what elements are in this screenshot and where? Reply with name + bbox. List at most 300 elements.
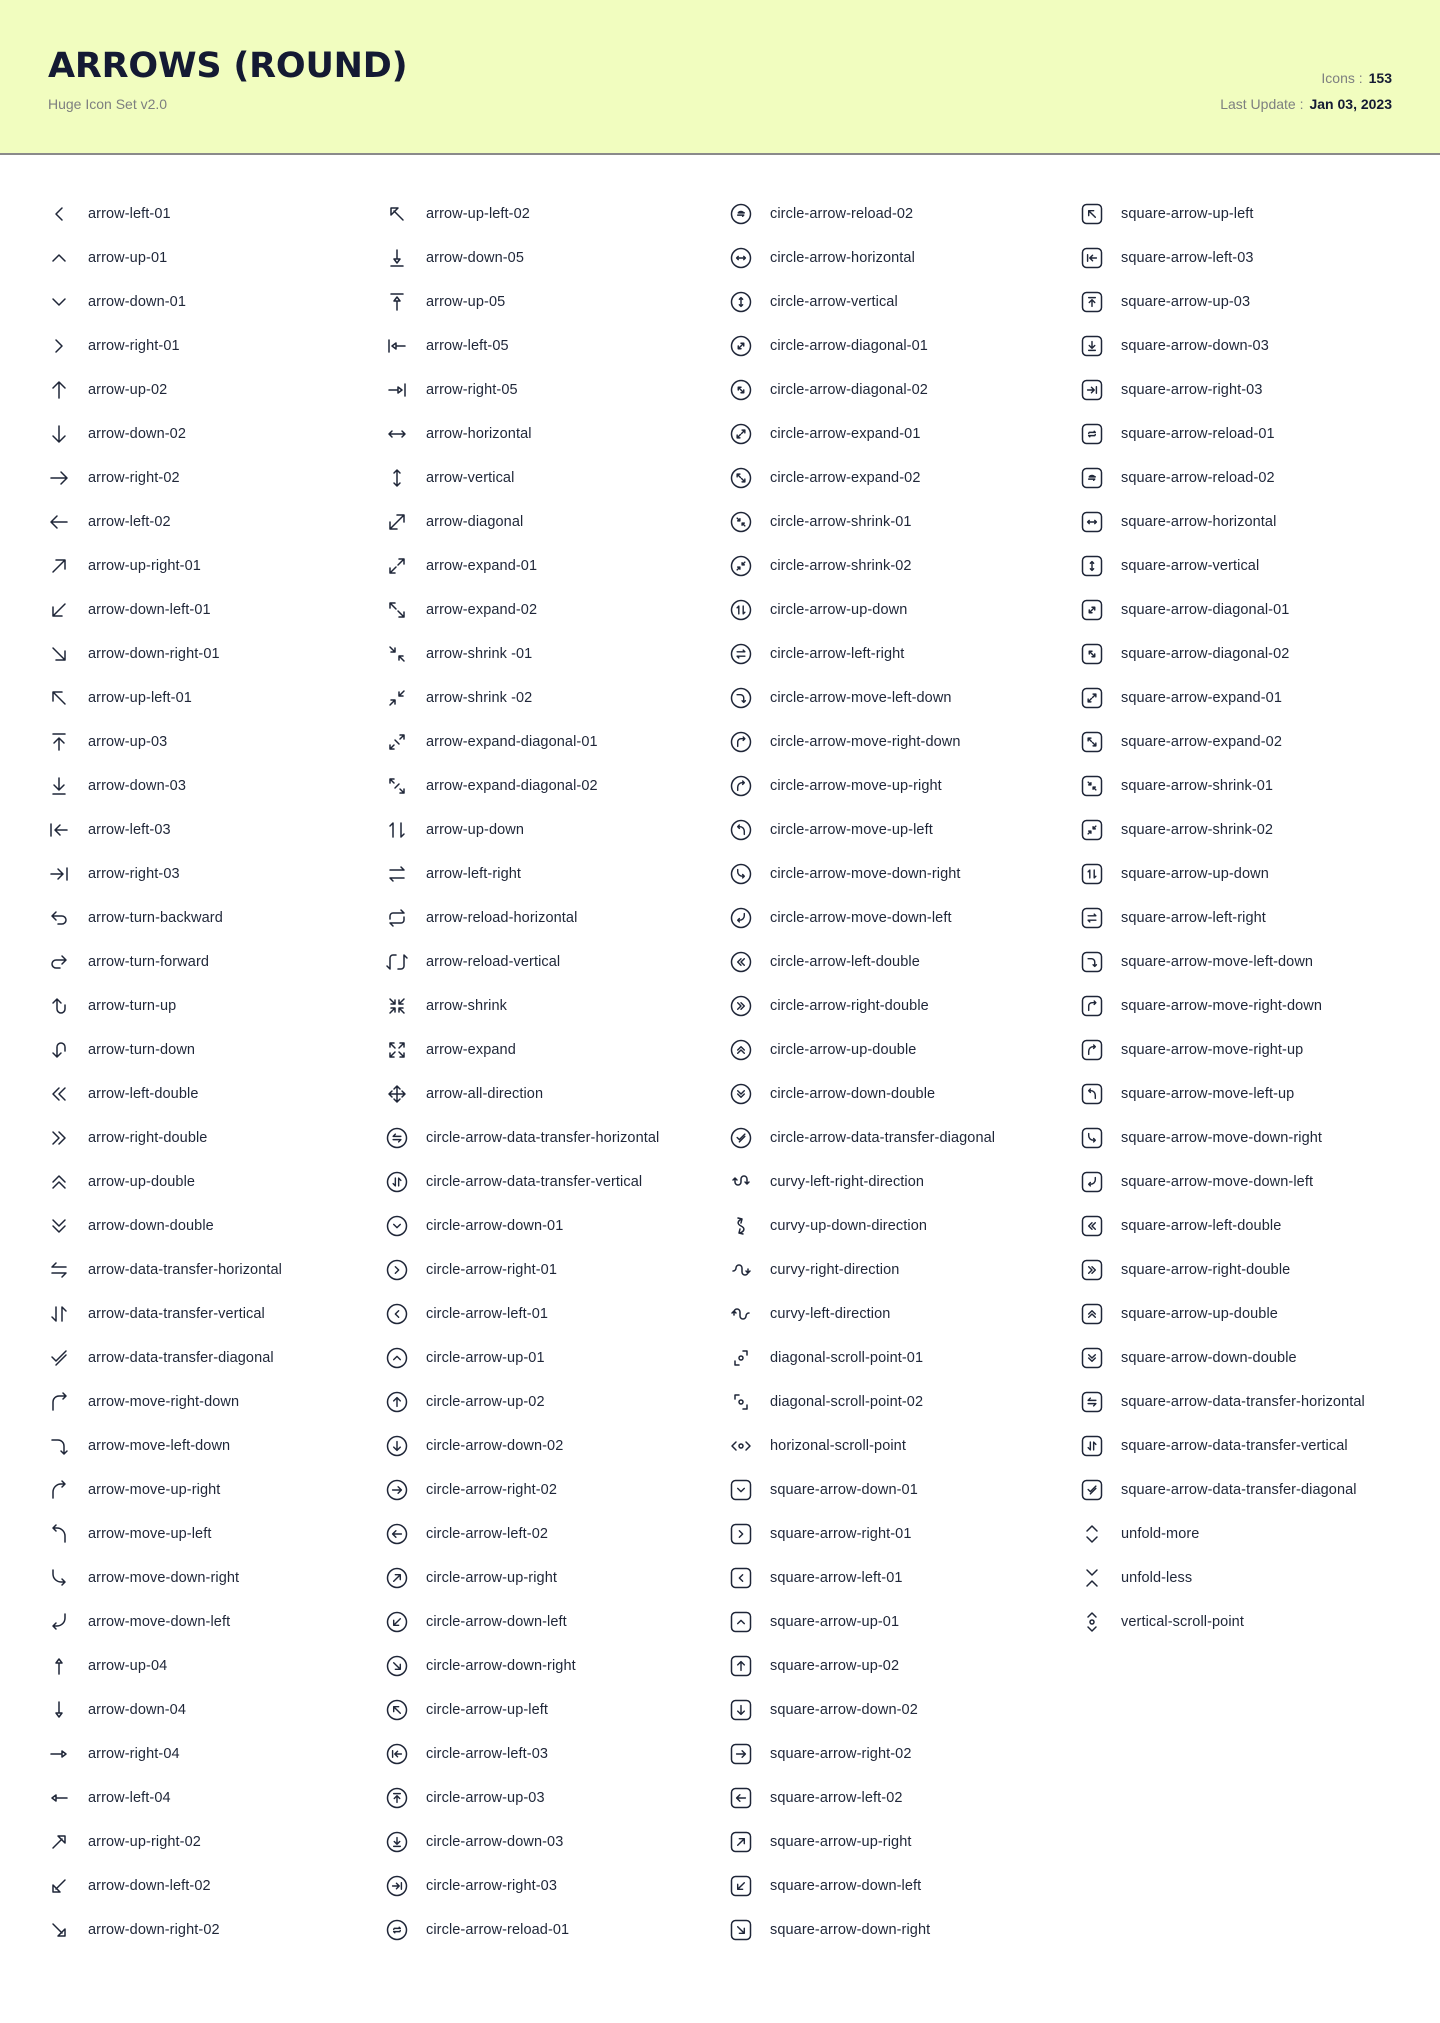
icon-name-label: arrow-move-up-right [88, 1482, 221, 1498]
square-arrow-diagonal-02-icon [1081, 643, 1103, 665]
icon-name-label: arrow-right-04 [88, 1746, 180, 1762]
icon-name-label: arrow-shrink -02 [426, 690, 533, 706]
arrow-up-05-icon [386, 291, 408, 313]
icon-name-label: arrow-down-04 [88, 1702, 187, 1718]
circle-arrow-up-01-icon [386, 1347, 408, 1369]
square-arrow-diagonal-01-icon [1081, 599, 1103, 621]
arrow-move-down-left-icon [48, 1611, 70, 1633]
arrow-right-03-icon [48, 863, 70, 885]
circle-arrow-left-right-icon [730, 643, 752, 665]
circle-arrow-up-double-icon [730, 1039, 752, 1061]
circle-arrow-left-02-icon [386, 1523, 408, 1545]
arrow-turn-backward-icon [48, 907, 70, 929]
icon-name-label: circle-arrow-diagonal-02 [770, 382, 928, 398]
icon-name-label: arrow-up-left-01 [88, 690, 192, 706]
icon-name-label: circle-arrow-down-03 [426, 1834, 564, 1850]
icon-name-label: curvy-right-direction [770, 1262, 900, 1278]
icon-name-label: arrow-move-down-left [88, 1614, 231, 1630]
icon-name-label: circle-arrow-reload-01 [426, 1922, 570, 1938]
icon-name-label: square-arrow-reload-02 [1121, 470, 1275, 486]
arrow-move-up-left-icon [48, 1523, 70, 1545]
page-subtitle: Huge Icon Set v2.0 [48, 96, 168, 112]
icon-name-label: arrow-left-03 [88, 822, 171, 838]
icon-name-label: arrow-expand-01 [426, 558, 538, 574]
icon-name-label: arrow-right-02 [88, 470, 180, 486]
square-arrow-down-right-icon [730, 1919, 752, 1941]
icon-name-label: arrow-down-left-02 [88, 1878, 211, 1894]
icon-name-label: circle-arrow-shrink-01 [770, 514, 912, 530]
icon-name-label: arrow-right-03 [88, 866, 180, 882]
circle-arrow-right-double-icon [730, 995, 752, 1017]
page-title: ARROWS (ROUND) [48, 46, 408, 86]
arrow-up-left-02-icon [386, 203, 408, 225]
square-arrow-horizontal-icon [1081, 511, 1103, 533]
circle-arrow-move-down-left-icon [730, 907, 752, 929]
circle-arrow-diagonal-01-icon [730, 335, 752, 357]
circle-arrow-down-02-icon [386, 1435, 408, 1457]
circle-arrow-down-right-icon [386, 1655, 408, 1677]
square-arrow-up-03-icon [1081, 291, 1103, 313]
vertical-scroll-point-icon [1081, 1611, 1103, 1633]
icon-name-label: square-arrow-up-01 [770, 1614, 900, 1630]
arrow-right-double-icon [48, 1127, 70, 1149]
icon-name-label: square-arrow-down-01 [770, 1482, 918, 1498]
arrow-turn-up-icon [48, 995, 70, 1017]
last-update-label: Last Update : [1220, 96, 1304, 112]
icon-name-label: square-arrow-expand-02 [1121, 734, 1282, 750]
icon-name-label: arrow-up-04 [88, 1658, 168, 1674]
icon-name-label: arrow-up-right-01 [88, 558, 201, 574]
icon-name-label: circle-arrow-move-right-down [770, 734, 961, 750]
icon-name-label: arrow-shrink [426, 998, 507, 1014]
icon-name-label: circle-arrow-vertical [770, 294, 898, 310]
icon-name-label: arrow-up-left-02 [426, 206, 530, 222]
arrow-down-right-02-icon [48, 1919, 70, 1941]
icon-name-label: arrow-left-01 [88, 206, 171, 222]
curvy-left-right-direction-icon [730, 1171, 752, 1193]
arrow-right-04-icon [48, 1743, 70, 1765]
icon-name-label: circle-arrow-left-03 [426, 1746, 549, 1762]
icon-name-label: circle-arrow-down-left [426, 1614, 567, 1630]
circle-arrow-down-double-icon [730, 1083, 752, 1105]
icon-name-label: arrow-left-05 [426, 338, 509, 354]
square-arrow-data-transfer-diagonal-icon [1081, 1479, 1103, 1501]
square-arrow-down-02-icon [730, 1699, 752, 1721]
square-arrow-left-02-icon [730, 1787, 752, 1809]
diagonal-scroll-point-01-icon [730, 1347, 752, 1369]
icon-name-label: circle-arrow-up-03 [426, 1790, 545, 1806]
arrow-move-down-right-icon [48, 1567, 70, 1589]
circle-arrow-right-02-icon [386, 1479, 408, 1501]
icon-name-label: square-arrow-left-right [1121, 910, 1266, 926]
circle-arrow-expand-01-icon [730, 423, 752, 445]
arrow-data-transfer-diagonal-icon [48, 1347, 70, 1369]
arrow-up-right-01-icon [48, 555, 70, 577]
circle-arrow-up-right-icon [386, 1567, 408, 1589]
icon-name-label: arrow-shrink -01 [426, 646, 533, 662]
icon-name-label: arrow-down-03 [88, 778, 187, 794]
arrow-move-left-down-icon [48, 1435, 70, 1457]
arrow-shrink-icon [386, 995, 408, 1017]
icon-name-label: arrow-up-01 [88, 250, 168, 266]
icon-name-label: circle-arrow-move-up-right [770, 778, 942, 794]
circle-arrow-up-down-icon [730, 599, 752, 621]
icon-name-label: arrow-move-up-left [88, 1526, 212, 1542]
square-arrow-vertical-icon [1081, 555, 1103, 577]
circle-arrow-up-02-icon [386, 1391, 408, 1413]
icon-name-label: arrow-up-down [426, 822, 525, 838]
icon-name-label: arrow-data-transfer-horizontal [88, 1262, 282, 1278]
circle-arrow-data-transfer-horizontal-icon [386, 1127, 408, 1149]
circle-arrow-move-left-down-icon [730, 687, 752, 709]
icon-name-label: circle-arrow-expand-02 [770, 470, 921, 486]
square-arrow-expand-02-icon [1081, 731, 1103, 753]
icon-name-label: circle-arrow-data-transfer-vertical [426, 1174, 643, 1190]
arrow-right-02-icon [48, 467, 70, 489]
icon-name-label: circle-arrow-move-left-down [770, 690, 952, 706]
icon-name-label: square-arrow-right-02 [770, 1746, 912, 1762]
icon-name-label: circle-arrow-down-02 [426, 1438, 564, 1454]
arrow-down-04-icon [48, 1699, 70, 1721]
icon-name-label: arrow-down-05 [426, 250, 525, 266]
icon-name-label: square-arrow-down-right [770, 1922, 931, 1938]
circle-arrow-down-left-icon [386, 1611, 408, 1633]
icons-count-meta [1321, 70, 1392, 86]
icon-name-label: arrow-left-double [88, 1086, 199, 1102]
icon-name-label: square-arrow-move-right-up [1121, 1042, 1304, 1058]
icon-name-label: square-arrow-up-03 [1121, 294, 1251, 310]
arrow-shrink-01-icon [386, 643, 408, 665]
icon-name-label: square-arrow-down-double [1121, 1350, 1297, 1366]
icon-name-label: arrow-down-left-01 [88, 602, 211, 618]
icon-name-label: arrow-turn-down [88, 1042, 196, 1058]
icon-name-label: arrow-all-direction [426, 1086, 544, 1102]
icon-name-label: square-arrow-reload-01 [1121, 426, 1275, 442]
icon-name-label: arrow-horizontal [426, 426, 532, 442]
square-arrow-down-double-icon [1081, 1347, 1103, 1369]
square-arrow-up-down-icon [1081, 863, 1103, 885]
square-arrow-left-double-icon [1081, 1215, 1103, 1237]
arrow-move-up-right-icon [48, 1479, 70, 1501]
icon-name-label: arrow-data-transfer-diagonal [88, 1350, 274, 1366]
square-arrow-move-left-up-icon [1081, 1083, 1103, 1105]
unfold-more-icon [1081, 1523, 1103, 1545]
icon-name-label: arrow-reload-vertical [426, 954, 561, 970]
square-arrow-shrink-02-icon [1081, 819, 1103, 841]
icon-name-label: arrow-down-right-02 [88, 1922, 220, 1938]
icon-name-label: arrow-down-02 [88, 426, 187, 442]
arrow-up-right-02-icon [48, 1831, 70, 1853]
icon-name-label: arrow-expand-diagonal-02 [426, 778, 598, 794]
icon-name-label: square-arrow-right-01 [770, 1526, 912, 1542]
arrow-left-03-icon [48, 819, 70, 841]
square-arrow-left-right-icon [1081, 907, 1103, 929]
arrow-expand-diagonal-01-icon [386, 731, 408, 753]
diagonal-scroll-point-02-icon [730, 1391, 752, 1413]
icon-name-label: square-arrow-diagonal-02 [1121, 646, 1290, 662]
circle-arrow-right-01-icon [386, 1259, 408, 1281]
arrow-down-03-icon [48, 775, 70, 797]
icon-name-label: circle-arrow-expand-01 [770, 426, 921, 442]
icon-name-label: arrow-turn-forward [88, 954, 210, 970]
icon-name-label: arrow-move-left-down [88, 1438, 231, 1454]
square-arrow-down-01-icon [730, 1479, 752, 1501]
page-header [0, 0, 1440, 155]
circle-arrow-down-01-icon [386, 1215, 408, 1237]
icon-name-label: square-arrow-down-02 [770, 1702, 918, 1718]
icon-name-label: arrow-move-right-down [88, 1394, 240, 1410]
icon-name-label: circle-arrow-up-left [426, 1702, 549, 1718]
arrow-data-transfer-horizontal-icon [48, 1259, 70, 1281]
arrow-down-left-02-icon [48, 1875, 70, 1897]
icon-name-label: square-arrow-left-02 [770, 1790, 903, 1806]
curvy-right-direction-icon [730, 1259, 752, 1281]
arrow-up-double-icon [48, 1171, 70, 1193]
square-arrow-up-right-icon [730, 1831, 752, 1853]
icon-name-label: square-arrow-left-01 [770, 1570, 903, 1586]
circle-arrow-move-up-right-icon [730, 775, 752, 797]
arrow-turn-down-icon [48, 1039, 70, 1061]
icon-name-label: square-arrow-right-double [1121, 1262, 1291, 1278]
circle-arrow-reload-01-icon [386, 1919, 408, 1941]
icon-name-label: square-arrow-up-down [1121, 866, 1269, 882]
last-update-meta [1220, 96, 1392, 112]
circle-arrow-vertical-icon [730, 291, 752, 313]
icon-name-label: arrow-left-02 [88, 514, 171, 530]
icon-name-label: square-arrow-shrink-01 [1121, 778, 1274, 794]
unfold-less-icon [1081, 1567, 1103, 1589]
icon-name-label: arrow-move-down-right [88, 1570, 240, 1586]
arrow-up-down-icon [386, 819, 408, 841]
icon-name-label: arrow-up-02 [88, 382, 168, 398]
arrow-shrink-02-icon [386, 687, 408, 709]
arrow-left-01-icon [48, 203, 70, 225]
arrow-down-right-01-icon [48, 643, 70, 665]
icon-name-label: curvy-up-down-direction [770, 1218, 928, 1234]
icon-name-label: square-arrow-shrink-02 [1121, 822, 1274, 838]
icon-name-label: circle-arrow-data-transfer-diagonal [770, 1130, 996, 1146]
icon-name-label: arrow-right-double [88, 1130, 208, 1146]
circle-arrow-down-03-icon [386, 1831, 408, 1853]
icon-name-label: circle-arrow-move-down-left [770, 910, 952, 926]
icon-name-label: curvy-left-direction [770, 1306, 891, 1322]
icon-name-label: square-arrow-expand-01 [1121, 690, 1282, 706]
arrow-up-04-icon [48, 1655, 70, 1677]
curvy-up-down-direction-icon [730, 1215, 752, 1237]
horizonal-scroll-point-icon [730, 1435, 752, 1457]
arrow-vertical-icon [386, 467, 408, 489]
arrow-right-01-icon [48, 335, 70, 357]
icon-name-label: circle-arrow-down-01 [426, 1218, 564, 1234]
icon-name-label: circle-arrow-move-down-right [770, 866, 961, 882]
circle-arrow-left-01-icon [386, 1303, 408, 1325]
icon-name-label: square-arrow-down-03 [1121, 338, 1269, 354]
square-arrow-move-right-up-icon [1081, 1039, 1103, 1061]
square-arrow-expand-01-icon [1081, 687, 1103, 709]
arrow-up-03-icon [48, 731, 70, 753]
square-arrow-right-double-icon [1081, 1259, 1103, 1281]
circle-arrow-expand-02-icon [730, 467, 752, 489]
arrow-left-02-icon [48, 511, 70, 533]
icon-name-label: circle-arrow-down-right [426, 1658, 576, 1674]
icon-name-label: unfold-less [1121, 1570, 1193, 1586]
circle-arrow-up-left-icon [386, 1699, 408, 1721]
arrow-expand-icon [386, 1039, 408, 1061]
arrow-left-04-icon [48, 1787, 70, 1809]
icon-name-label: circle-arrow-right-02 [426, 1482, 558, 1498]
icon-name-label: square-arrow-move-right-down [1121, 998, 1323, 1014]
square-arrow-up-01-icon [730, 1611, 752, 1633]
icon-name-label: circle-arrow-reload-02 [770, 206, 914, 222]
icon-name-label: circle-arrow-up-double [770, 1042, 917, 1058]
arrow-reload-horizontal-icon [386, 907, 408, 929]
icon-name-label: arrow-expand-diagonal-01 [426, 734, 598, 750]
icon-name-label: square-arrow-data-transfer-horizontal [1121, 1394, 1365, 1410]
icon-name-label: circle-arrow-up-01 [426, 1350, 545, 1366]
icon-name-label: square-arrow-up-02 [770, 1658, 900, 1674]
icon-name-label: square-arrow-move-down-right [1121, 1130, 1323, 1146]
arrow-horizontal-icon [386, 423, 408, 445]
icon-name-label: arrow-up-03 [88, 734, 168, 750]
circle-arrow-data-transfer-diagonal-icon [730, 1127, 752, 1149]
icon-name-label: arrow-reload-horizontal [426, 910, 578, 926]
icon-name-label: vertical-scroll-point [1121, 1614, 1244, 1630]
square-arrow-move-right-down-icon [1081, 995, 1103, 1017]
icon-name-label: curvy-left-right-direction [770, 1174, 925, 1190]
circle-arrow-diagonal-02-icon [730, 379, 752, 401]
icon-name-label: square-arrow-move-down-left [1121, 1174, 1314, 1190]
square-arrow-down-left-icon [730, 1875, 752, 1897]
arrow-move-right-down-icon [48, 1391, 70, 1413]
icon-name-label: diagonal-scroll-point-02 [770, 1394, 924, 1410]
icon-name-label: arrow-turn-backward [88, 910, 223, 926]
arrow-up-02-icon [48, 379, 70, 401]
icon-name-label: arrow-data-transfer-vertical [88, 1306, 265, 1322]
square-arrow-right-02-icon [730, 1743, 752, 1765]
icon-name-label: circle-arrow-left-double [770, 954, 920, 970]
arrow-diagonal-icon [386, 511, 408, 533]
circle-arrow-move-down-right-icon [730, 863, 752, 885]
icon-name-label: square-arrow-up-double [1121, 1306, 1278, 1322]
arrow-reload-vertical-icon [386, 951, 408, 973]
icon-name-label: circle-arrow-left-01 [426, 1306, 549, 1322]
icon-name-label: square-arrow-vertical [1121, 558, 1260, 574]
icon-name-label: arrow-down-double [88, 1218, 214, 1234]
icon-name-label: square-arrow-data-transfer-vertical [1121, 1438, 1348, 1454]
circle-arrow-horizontal-icon [730, 247, 752, 269]
square-arrow-data-transfer-vertical-icon [1081, 1435, 1103, 1457]
square-arrow-up-double-icon [1081, 1303, 1103, 1325]
arrow-up-left-01-icon [48, 687, 70, 709]
arrow-left-05-icon [386, 335, 408, 357]
circle-arrow-right-03-icon [386, 1875, 408, 1897]
icon-name-label: arrow-up-05 [426, 294, 506, 310]
icon-name-label: square-arrow-left-double [1121, 1218, 1282, 1234]
square-arrow-reload-02-icon [1081, 467, 1103, 489]
circle-arrow-move-up-left-icon [730, 819, 752, 841]
arrow-all-direction-icon [386, 1083, 408, 1105]
icon-name-label: square-arrow-right-03 [1121, 382, 1263, 398]
arrow-down-double-icon [48, 1215, 70, 1237]
icons-count-value: 153 [1368, 70, 1392, 86]
icons-count-label: Icons : [1321, 70, 1363, 86]
icon-name-label: square-arrow-horizontal [1121, 514, 1277, 530]
icon-name-label: circle-arrow-down-double [770, 1086, 936, 1102]
square-arrow-up-02-icon [730, 1655, 752, 1677]
arrow-expand-01-icon [386, 555, 408, 577]
icon-name-label: arrow-left-right [426, 866, 522, 882]
icon-name-label: circle-arrow-right-03 [426, 1878, 558, 1894]
square-arrow-up-left-icon [1081, 203, 1103, 225]
arrow-down-01-icon [48, 291, 70, 313]
icon-name-label: arrow-up-right-02 [88, 1834, 201, 1850]
icon-name-label: square-arrow-diagonal-01 [1121, 602, 1290, 618]
icon-name-label: circle-arrow-shrink-02 [770, 558, 912, 574]
arrow-right-05-icon [386, 379, 408, 401]
icon-name-label: circle-arrow-right-double [770, 998, 929, 1014]
square-arrow-shrink-01-icon [1081, 775, 1103, 797]
icon-name-label: circle-arrow-up-02 [426, 1394, 545, 1410]
icon-name-label: horizonal-scroll-point [770, 1438, 906, 1454]
square-arrow-down-03-icon [1081, 335, 1103, 357]
circle-arrow-shrink-02-icon [730, 555, 752, 577]
icon-name-label: arrow-expand [426, 1042, 516, 1058]
arrow-down-left-01-icon [48, 599, 70, 621]
icon-name-label: diagonal-scroll-point-01 [770, 1350, 924, 1366]
circle-arrow-up-03-icon [386, 1787, 408, 1809]
arrow-turn-forward-icon [48, 951, 70, 973]
icon-name-label: square-arrow-move-left-up [1121, 1086, 1295, 1102]
square-arrow-data-transfer-horizontal-icon [1081, 1391, 1103, 1413]
arrow-down-02-icon [48, 423, 70, 445]
icon-name-label: circle-arrow-left-02 [426, 1526, 549, 1542]
icon-name-label: square-arrow-left-03 [1121, 250, 1254, 266]
icon-name-label: square-arrow-move-left-down [1121, 954, 1314, 970]
icon-name-label: arrow-right-01 [88, 338, 180, 354]
square-arrow-left-01-icon [730, 1567, 752, 1589]
square-arrow-move-down-left-icon [1081, 1171, 1103, 1193]
icon-name-label: arrow-expand-02 [426, 602, 538, 618]
arrow-left-right-icon [386, 863, 408, 885]
icon-name-label: square-arrow-up-right [770, 1834, 912, 1850]
icon-name-label: circle-arrow-up-down [770, 602, 908, 618]
square-arrow-reload-01-icon [1081, 423, 1103, 445]
arrow-expand-02-icon [386, 599, 408, 621]
arrow-expand-diagonal-02-icon [386, 775, 408, 797]
icon-name-label: circle-arrow-data-transfer-horizontal [426, 1130, 660, 1146]
circle-arrow-reload-02-icon [730, 203, 752, 225]
arrow-data-transfer-vertical-icon [48, 1303, 70, 1325]
square-arrow-right-01-icon [730, 1523, 752, 1545]
arrow-left-double-icon [48, 1083, 70, 1105]
icon-name-label: arrow-up-double [88, 1174, 196, 1190]
square-arrow-move-left-down-icon [1081, 951, 1103, 973]
circle-arrow-move-right-down-icon [730, 731, 752, 753]
arrow-up-01-icon [48, 247, 70, 269]
icon-name-label: arrow-turn-up [88, 998, 177, 1014]
icon-name-label: circle-arrow-diagonal-01 [770, 338, 928, 354]
icon-name-label: circle-arrow-left-right [770, 646, 905, 662]
last-update-value: Jan 03, 2023 [1309, 96, 1392, 112]
icon-name-label: arrow-down-01 [88, 294, 187, 310]
icon-name-label: circle-arrow-horizontal [770, 250, 915, 266]
icon-name-label: circle-arrow-up-right [426, 1570, 558, 1586]
icon-name-label: square-arrow-down-left [770, 1878, 922, 1894]
circle-arrow-shrink-01-icon [730, 511, 752, 533]
circle-arrow-data-transfer-vertical-icon [386, 1171, 408, 1193]
square-arrow-right-03-icon [1081, 379, 1103, 401]
curvy-left-direction-icon [730, 1303, 752, 1325]
